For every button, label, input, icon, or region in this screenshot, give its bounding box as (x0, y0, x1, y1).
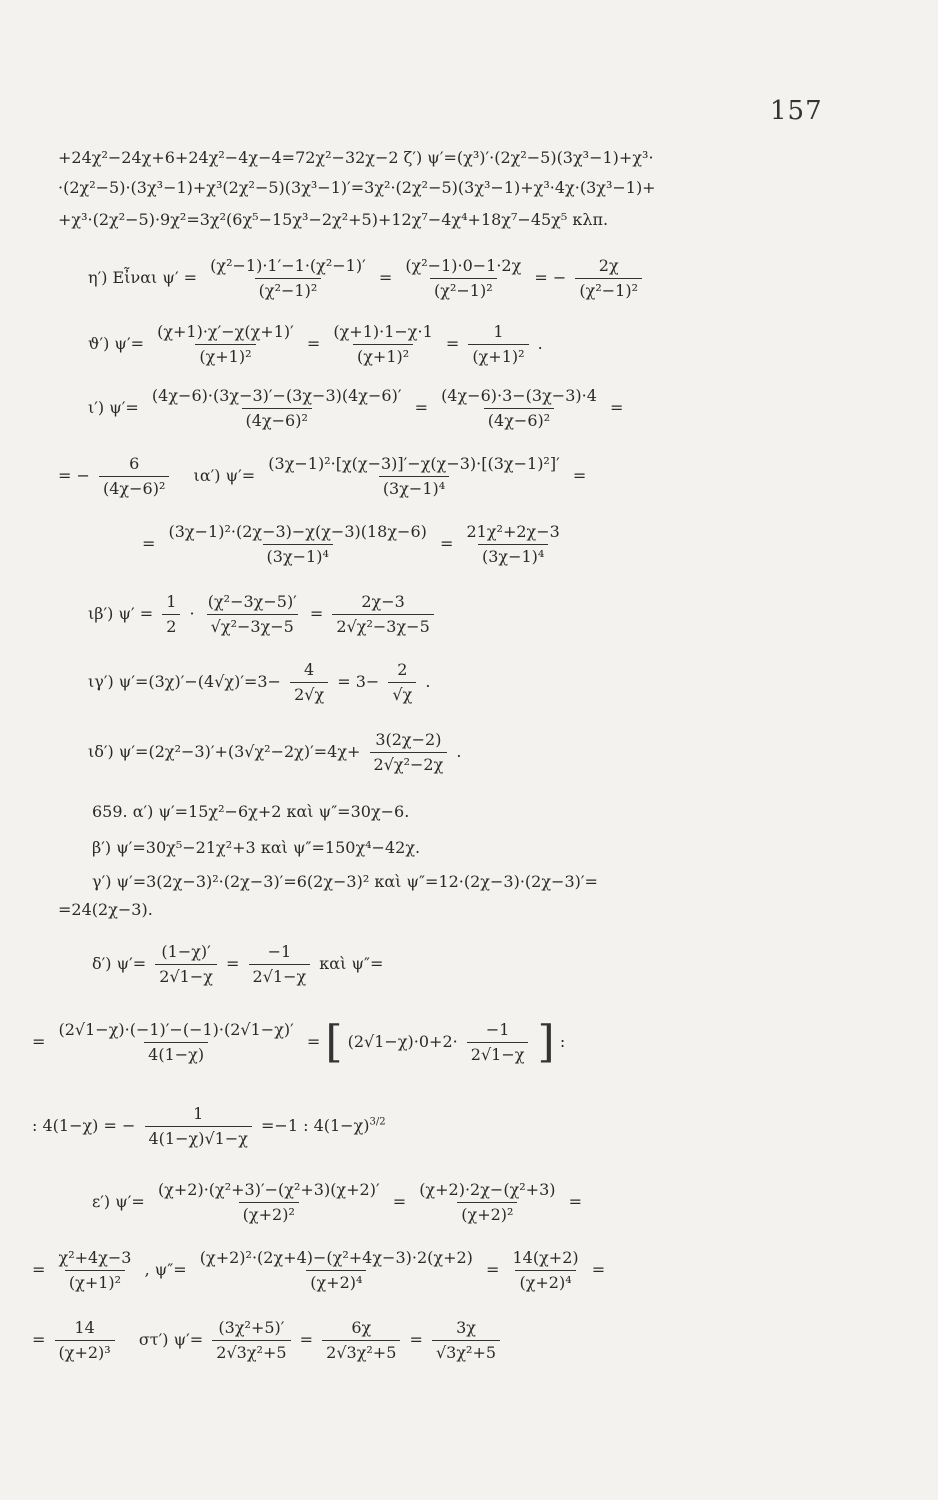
numerator: (3χ−1)²·[χ(χ−3)]′−χ(χ−3)·[(3χ−1)²]′ (268, 454, 560, 473)
fraction (162, 592, 180, 637)
numerator: (χ²−1)·1′−1·(χ²−1)′ (210, 256, 366, 275)
numerator: 14(χ+2) (512, 1248, 579, 1267)
fraction (401, 256, 525, 301)
eq-ib: ιβ′) ψ′ = $\frac{1}{2}$ · $\frac{\text{(χ²−3χ−5)′}}{\text{√χ²−3χ−5}}$ = $\frac{2\chi-3}{\text{2√χ²−3χ−5}}$ (88, 592, 438, 637)
exercise-659-c: γ′) ψ′=3(2χ−3)²·(2χ−3)′=6(2χ−3)² καὶ ψ″=12·(2χ−3)·(2χ−3)′= (92, 872, 598, 891)
denominator: √3χ²+5 (432, 1340, 500, 1363)
denominator: (3χ−1)⁴ (263, 544, 333, 567)
fraction (153, 322, 298, 367)
numerator: −1 (267, 942, 292, 961)
numerator: (χ+2)²·(2χ+4)−(χ²+4χ−3)·2(χ+2) (199, 1248, 473, 1267)
eq-iota: ι′) ψ′= $\frac{(4\chi-6)\cdot(3\chi-3)'-(3\chi-3)(4\chi-6)'}{\text{(4χ−6)²}}$ = $\frac{(4\chi-6)\cdot 3-(3\chi-3)\cdot 4}{\text{(4χ−6)²}}$ = (88, 386, 624, 430)
eq-eta: η′) Εἶναι ψ′ = $\frac{\text{(χ²−1)·1′−1·(χ²−1)′}}{\text{(χ²−1)²}}$ = $\frac{\text{(χ²−1)·0−1·2χ}}{\text{(χ²−1)²}}$ = − $\frac{2\chi}{\text{(χ²−1)²}}$ (88, 256, 646, 301)
eq-theta: ϑ′) ψ′= $\frac{(\chi+1)\cdot\chi'-\chi(\chi+1)'}{\text{(χ+1)²}}$ = $\frac{(\chi+1)\cdot 1-\chi\cdot 1}{\text{(χ+1)²}}$ = $\frac{1}{\text{(χ+1)²}}$ . (88, 322, 543, 366)
fraction (165, 522, 431, 567)
denominator: (χ+1)² (65, 1270, 125, 1293)
denominator: (χ+1)² (468, 344, 528, 367)
exercise-659-a: 659. α′) ψ′=15χ²−6χ+2 καὶ ψ″=30χ−6. (92, 802, 410, 821)
numerator: (3χ²+5)′ (218, 1318, 285, 1337)
denominator: (χ+2)³ (55, 1340, 115, 1363)
denominator: (χ²−1)² (575, 278, 642, 301)
eq-st: = $\frac{14}{\text{(χ+2)³}}$ στ′) ψ′= $\frac{\text{(3χ²+5)′}}{\text{2√3χ²+5}}$ = $\frac{6\chi}{\text{2√3χ²+5}}$ = $\frac{3\chi}{\text{√3χ²+5}}$ (32, 1318, 504, 1363)
exercise-659-b: β′) ψ′=30χ⁵−21χ²+3 καὶ ψ″=150χ⁴−42χ. (92, 838, 421, 857)
fraction (467, 1020, 529, 1065)
denominator: √χ²−3χ−5 (207, 614, 298, 637)
numerator: 21χ²+2χ−3 (466, 522, 560, 541)
eq-delta: δ′) ψ′= $\frac{(1-\chi)'}{2√1-\chi}$ = $\frac{-1}{2√1-\chi}$ καὶ ψ″= (92, 942, 384, 986)
eq-ia: = − $\frac{6}{\text{(4χ−6)²}}$ ια′) ψ′= $\frac{\text{(3χ−1)²·[χ(χ−3)]′−χ(χ−3)·[(3χ−1)²]′}}{\text{(3χ−1)⁴}}$ = (58, 454, 587, 498)
denominator: 2√1−χ (155, 964, 217, 987)
denominator: 2 (162, 614, 180, 637)
eq-connector: = 3− (337, 672, 380, 691)
numerator: 2 (397, 660, 408, 679)
denominator: 2√3χ²+5 (212, 1340, 290, 1363)
eq-label: δ′) ψ′= (92, 954, 147, 973)
numerator: χ²+4χ−3 (58, 1248, 132, 1267)
numerator: (χ+1)·χ′−χ(χ+1)′ (157, 322, 294, 341)
numerator: 2χ (598, 256, 619, 275)
denominator: (χ²−1)² (430, 278, 497, 301)
numerator: 2χ−3 (361, 592, 405, 611)
eq-prefix: : 4(1−χ) = − (32, 1116, 136, 1135)
text-line-2: ·(2χ²−5)·(3χ³−1)+χ³(2χ²−5)(3χ³−1)′=3χ²·(2χ²−5)(3χ³−1)+χ³·4χ·(3χ³−1)+ (58, 178, 656, 197)
fraction (468, 322, 528, 367)
eq-delta-third (32, 1104, 386, 1149)
fraction (432, 1318, 500, 1363)
numerator: 1 (166, 592, 177, 611)
numerator: 3χ (456, 1318, 476, 1337)
fraction (290, 660, 328, 705)
eq-label: ια′) ψ′= (193, 466, 256, 485)
numerator: (χ+1)·1−χ·1 (333, 322, 433, 341)
denominator: (χ²−1)² (255, 278, 322, 301)
numerator: (χ+2)·(χ²+3)′−(χ²+3)(χ+2)′ (157, 1180, 380, 1199)
numerator: (χ+2)·2χ−(χ²+3) (419, 1180, 556, 1199)
text-line-1: +24χ²−24χ+6+24χ²−4χ−4=72χ²−32χ−2 ζ′) ψ′=(χ³)′·(2χ²−5)(3χ³−1)+χ³· (58, 148, 654, 167)
fraction (204, 592, 301, 637)
numerator: (1−χ)′ (161, 942, 211, 961)
denominator: √χ (388, 682, 416, 705)
numerator: (2√1−χ)·(−1)′−(−1)·(2√1−χ)′ (58, 1020, 294, 1039)
numerator: 1 (193, 1104, 204, 1123)
fraction (322, 1318, 400, 1363)
numerator: 4 (304, 660, 315, 679)
fraction (145, 1104, 252, 1149)
exponent: 3/2 (369, 1116, 386, 1128)
fraction (415, 1180, 559, 1225)
fraction (55, 1318, 115, 1363)
numerator: −1 (485, 1020, 510, 1039)
eq-label: στ′) ψ′= (138, 1330, 204, 1349)
numerator: (3χ−1)²·(2χ−3)−χ(χ−3)(18χ−6) (168, 522, 427, 541)
eq-label: ϑ′) ψ′= (88, 334, 144, 353)
denominator: (χ+2)⁴ (306, 1270, 366, 1293)
denominator: (χ+1)² (353, 344, 413, 367)
fraction (575, 256, 642, 301)
eq-epsilon: ε′) ψ′= $\frac{\text{(χ+2)·(χ²+3)′−(χ²+3)(χ+2)′}}{\text{(χ+2)²}}$ = $\frac{\text{(χ+2)·2χ−(χ²+3)}}{\text{(χ+2)²}}$ = (92, 1180, 582, 1224)
fraction (329, 322, 436, 367)
eq-label: η′) Εἶναι ψ′ = (88, 268, 198, 287)
eq-tail: καὶ ψ″= (319, 954, 384, 973)
fraction (370, 730, 448, 775)
fraction (388, 660, 416, 705)
denominator: (χ+2)² (457, 1202, 517, 1225)
text-line-3: +χ³·(2χ²−5)·9χ²=3χ²(6χ⁵−15χ³−2χ²+5)+12χ⁷−4χ⁴+18χ⁷−45χ⁵ κλπ. (58, 210, 609, 229)
eq-id: ιδ′) ψ′=(2χ²−3)′+(3√χ²−2χ)′=4χ+ $\frac{3(2\chi-2)}{\text{2√χ²−2χ}}$ . (88, 730, 462, 774)
denominator: 2√1−χ (467, 1042, 529, 1065)
eq-label: ε′) ψ′= (92, 1192, 145, 1211)
eq-delta-second: = $\frac{(2√1-\chi)\cdot(-1)'-(-1)\cdot(2√1-\chi)'}{4(1-\chi)}$ = [ (2√1−χ)·0+2· $\frac{-1}{2√1-\chi}$ ] : (32, 1016, 566, 1068)
fraction (212, 1318, 290, 1363)
fraction (437, 386, 601, 431)
fraction (55, 1020, 298, 1065)
eq-epsilon-second: = $\frac{\text{χ²+4χ−3}}{\text{(χ+1)²}}$ , ψ″= $\frac{\text{(χ+2)²·(2χ+4)−(χ²+4χ−3)·2(χ+2)}}{\text{(χ+2)⁴}}$ = $\frac{14(\chi+2)}{\text{(χ+2)⁴}}$ = (32, 1248, 606, 1292)
numerator: 14 (74, 1318, 95, 1337)
eq-label: ιγ′) ψ′=(3χ)′−(4√χ)′=3− (88, 672, 281, 691)
numerator: 1 (493, 322, 504, 341)
fraction (155, 942, 217, 987)
denominator: 4(1−χ)√1−χ (145, 1126, 252, 1149)
eq-ig: ιγ′) ψ′=(3χ)′−(4√χ)′=3− $\frac{4}{2√\chi}$ = 3− $\frac{2}{√\chi}$ . (88, 660, 431, 704)
numerator: 3(2χ−2) (375, 730, 442, 749)
fraction (196, 1248, 477, 1293)
fraction (206, 256, 370, 301)
denominator: (χ+1)² (195, 344, 255, 367)
numerator: 6 (129, 454, 140, 473)
denominator: (4χ−6)² (99, 476, 169, 499)
numerator: 6χ (351, 1318, 372, 1337)
denominator: 2√3χ²+5 (322, 1340, 400, 1363)
eq-label: ιβ′) ψ′ = (88, 604, 154, 623)
fraction (55, 1248, 136, 1293)
exercise-659-c-continued: =24(2χ−3). (58, 900, 153, 919)
denominator: 2√1−χ (249, 964, 311, 987)
page-number: 157 (770, 96, 823, 126)
denominator: (3χ−1)⁴ (478, 544, 548, 567)
numerator: (4χ−6)·3−(3χ−3)·4 (441, 386, 597, 405)
eq-label: ι′) ψ′= (88, 398, 139, 417)
fraction (99, 454, 169, 499)
fraction (462, 522, 563, 567)
numerator: (4χ−6)·(3χ−3)′−(3χ−3)(4χ−6)′ (151, 386, 402, 405)
eq-ia-continued: = $\frac{\text{(3χ−1)²·(2χ−3)−χ(χ−3)(18χ−6)}}{\text{(3χ−1)⁴}}$ = $\frac{\text{21χ²+2χ−3}}{\text{(3χ−1)⁴}}$ (142, 522, 568, 567)
fraction (154, 1180, 384, 1225)
denominator: (4χ−6)² (484, 408, 554, 431)
fraction (264, 454, 563, 499)
denominator: (χ+2)² (239, 1202, 299, 1225)
denominator: 2√χ²−3χ−5 (332, 614, 433, 637)
numerator: (χ²−3χ−5)′ (207, 592, 297, 611)
denominator: 4(1−χ) (144, 1042, 208, 1065)
denominator: 2√χ²−2χ (370, 752, 448, 775)
denominator: (3χ−1)⁴ (379, 476, 449, 499)
denominator: (4χ−6)² (242, 408, 312, 431)
eq-connector: , ψ″= (144, 1260, 187, 1279)
bracket-expr: (2√1−χ)·0+2· (347, 1032, 458, 1051)
eq-label: ιδ′) ψ′=(2χ²−3)′+(3√χ²−2χ)′=4χ+ (88, 742, 361, 761)
fraction (148, 386, 406, 431)
fraction (508, 1248, 582, 1293)
denominator: (χ+2)⁴ (515, 1270, 575, 1293)
fraction (332, 592, 433, 637)
eq-result: =−1 : 4(1−χ) (261, 1116, 370, 1135)
fraction (249, 942, 311, 987)
denominator: 2√χ (290, 682, 328, 705)
numerator: (χ²−1)·0−1·2χ (405, 256, 522, 275)
